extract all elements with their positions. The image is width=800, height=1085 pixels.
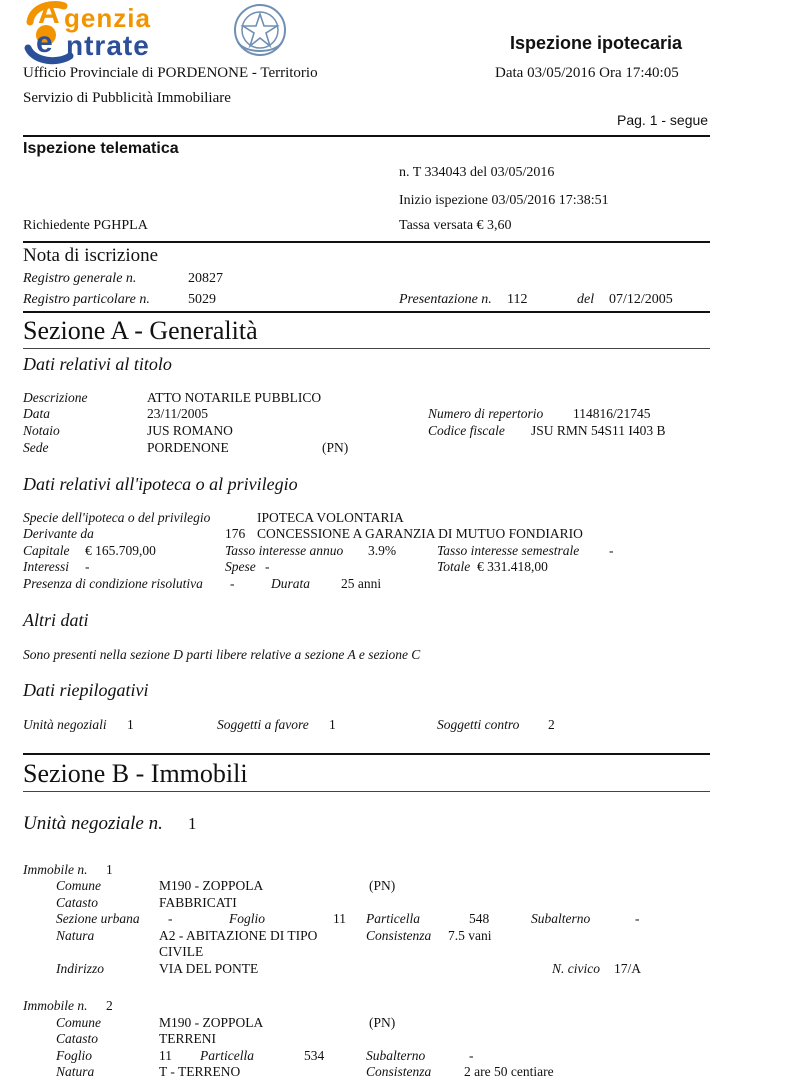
natura-value-line2: CIVILE — [159, 944, 204, 959]
natura-label: Natura — [56, 928, 95, 943]
altri-dati-heading: Altri dati — [23, 610, 89, 630]
foglio-value: 11 — [159, 1048, 172, 1063]
foglio-value: 11 — [333, 911, 346, 926]
notaio-value: JUS ROMANO — [147, 423, 233, 438]
tasso-semestrale-value: - — [609, 543, 614, 558]
divider — [23, 135, 710, 137]
sezione-urbana-label: Sezione urbana — [56, 911, 140, 926]
condizione-label: Presenza di condizione risolutiva — [23, 576, 203, 591]
divider — [23, 241, 710, 243]
particella-label: Particella — [200, 1048, 254, 1063]
altri-dati-text: Sono presenti nella sezione D parti libere relative a sezione A e sezione C — [23, 647, 421, 662]
divider — [23, 753, 710, 755]
indirizzo-value: VIA DEL PONTE — [159, 961, 259, 976]
del-value: 07/12/2005 — [609, 292, 673, 307]
header-datetime: Data 03/05/2016 Ora 17:40:05 — [495, 65, 679, 81]
consistenza-label: Consistenza — [366, 928, 432, 943]
tasso-annuo-value: 3.9% — [368, 543, 397, 558]
catasto-value: TERRENI — [159, 1031, 216, 1046]
immobile-number: 1 — [106, 862, 113, 877]
comune-value: M190 - ZOPPOLA — [159, 878, 264, 893]
registro-particolare-label: Registro particolare n. — [23, 292, 150, 307]
fee-paid: Tassa versata € 3,60 — [399, 218, 512, 233]
nota-title: Nota di iscrizione — [23, 245, 159, 266]
office-name: Ufficio Provinciale di PORDENONE - Territorio — [23, 65, 318, 81]
specie-value: IPOTECA VOLONTARIA — [257, 510, 404, 525]
inspection-number: n. T 334043 del 03/05/2016 — [399, 165, 555, 180]
riepilogo-heading: Dati riepilogativi — [23, 680, 149, 700]
spese-value: - — [265, 559, 270, 574]
descrizione-label: Descrizione — [23, 390, 88, 405]
capitale-value: € 165.709,00 — [85, 543, 156, 558]
ipoteca-heading: Dati relativi all'ipoteca o al privilegio — [23, 474, 298, 494]
catasto-label: Catasto — [56, 895, 99, 910]
civico-label: N. civico — [552, 961, 600, 976]
subalterno-label: Subalterno — [366, 1048, 426, 1063]
interessi-value: - — [85, 559, 90, 574]
page-number: Pag. 1 - segue — [617, 112, 709, 128]
emblem-icon — [232, 2, 288, 65]
comune-province: (PN) — [369, 878, 396, 893]
descrizione-value: ATTO NOTARILE PUBBLICO — [147, 390, 322, 405]
logo-word-ntrate: ntrate — [66, 30, 150, 61]
codice-fiscale-value: JSU RMN 54S11 I403 B — [531, 423, 666, 438]
particella-value: 534 — [304, 1048, 325, 1063]
indirizzo-label: Indirizzo — [56, 961, 105, 976]
derivante-code: 176 — [225, 526, 246, 541]
data-label: Data — [23, 406, 50, 421]
registro-particolare-value: 5029 — [188, 292, 216, 307]
soggetti-favore-value: 1 — [329, 717, 336, 732]
logo-letter-e: e — [36, 26, 53, 59]
comune-value: M190 - ZOPPOLA — [159, 1015, 264, 1030]
soggetti-contro-label: Soggetti contro — [437, 717, 520, 732]
codice-fiscale-label: Codice fiscale — [428, 423, 505, 438]
tasso-annuo-label: Tasso interesse annuo — [225, 543, 344, 558]
specie-label: Specie dell'ipoteca o del privilegio — [23, 510, 211, 525]
particella-value: 548 — [469, 911, 490, 926]
divider — [23, 348, 710, 349]
durata-label: Durata — [271, 576, 311, 591]
consistenza-value: 7.5 vani — [448, 928, 492, 943]
natura-label: Natura — [56, 1064, 95, 1079]
repertorio-label: Numero di repertorio — [428, 406, 544, 421]
divider — [23, 311, 710, 313]
comune-province: (PN) — [369, 1015, 396, 1030]
tasso-semestrale-label: Tasso interesse semestrale — [437, 543, 580, 558]
subalterno-value: - — [635, 911, 640, 926]
service-name: Servizio di Pubblicità Immobiliare — [23, 90, 231, 106]
sezione-urbana-value: - — [168, 911, 173, 926]
registro-generale-value: 20827 — [188, 271, 223, 286]
sezione-b-title: Sezione B - Immobili — [23, 759, 248, 788]
spese-label: Spese — [225, 559, 256, 574]
durata-value: 25 anni — [341, 576, 382, 591]
inspection-title: Ispezione telematica — [23, 140, 179, 157]
divider — [23, 791, 710, 792]
requester: Richiedente PGHPLA — [23, 218, 148, 233]
registro-generale-label: Registro generale n. — [23, 271, 137, 286]
totale-value: € 331.418,00 — [477, 559, 548, 574]
logo-word-genzia: genzia — [64, 3, 151, 33]
particella-label: Particella — [366, 911, 420, 926]
repertorio-value: 114816/21745 — [573, 406, 651, 421]
immobile-label: Immobile n. — [23, 998, 88, 1013]
notaio-label: Notaio — [23, 423, 60, 438]
derivante-label: Derivante da — [23, 526, 94, 541]
sede-label: Sede — [23, 440, 49, 455]
consistenza-value: 2 are 50 centiare — [464, 1064, 554, 1079]
foglio-label: Foglio — [56, 1048, 92, 1063]
natura-value: T - TERRENO — [159, 1064, 241, 1079]
inspection-start: Inizio ispezione 03/05/2016 17:38:51 — [399, 193, 609, 208]
unita-negoziale-label: Unità negoziale n. — [23, 813, 163, 834]
condizione-value: - — [230, 576, 235, 591]
foglio-label: Foglio — [229, 911, 265, 926]
interessi-label: Interessi — [23, 559, 69, 574]
presentazione-value: 112 — [507, 292, 528, 307]
catasto-value: FABBRICATI — [159, 895, 237, 910]
sezione-a-title: Sezione A - Generalità — [23, 316, 258, 345]
consistenza-label: Consistenza — [366, 1064, 432, 1079]
comune-label: Comune — [56, 1015, 101, 1030]
unita-negoziali-value: 1 — [127, 717, 134, 732]
capitale-label: Capitale — [23, 543, 70, 558]
derivante-value: CONCESSIONE A GARANZIA DI MUTUO FONDIARIO — [257, 526, 583, 541]
civico-value: 17/A — [614, 961, 641, 976]
document-title: Ispezione ipotecaria — [510, 33, 683, 53]
del-label: del — [577, 292, 595, 307]
immobile-number: 2 — [106, 998, 113, 1013]
subalterno-label: Subalterno — [531, 911, 591, 926]
natura-value: A2 - ABITAZIONE DI TIPO — [159, 928, 318, 943]
subalterno-value: - — [469, 1048, 474, 1063]
unita-negoziali-label: Unità negoziali — [23, 717, 107, 732]
immobile-label: Immobile n. — [23, 862, 88, 877]
comune-label: Comune — [56, 878, 101, 893]
totale-label: Totale — [437, 559, 471, 574]
soggetti-contro-value: 2 — [548, 717, 555, 732]
data-value: 23/11/2005 — [147, 406, 209, 421]
titolo-heading: Dati relativi al titolo — [23, 354, 172, 374]
catasto-label: Catasto — [56, 1031, 99, 1046]
unita-negoziale-value: 1 — [188, 814, 197, 833]
sede-value: PORDENONE — [147, 440, 229, 455]
soggetti-favore-label: Soggetti a favore — [217, 717, 309, 732]
sede-province: (PN) — [322, 440, 349, 455]
presentazione-label: Presentazione n. — [399, 292, 492, 307]
logo-letter-a: A — [38, 0, 60, 30]
